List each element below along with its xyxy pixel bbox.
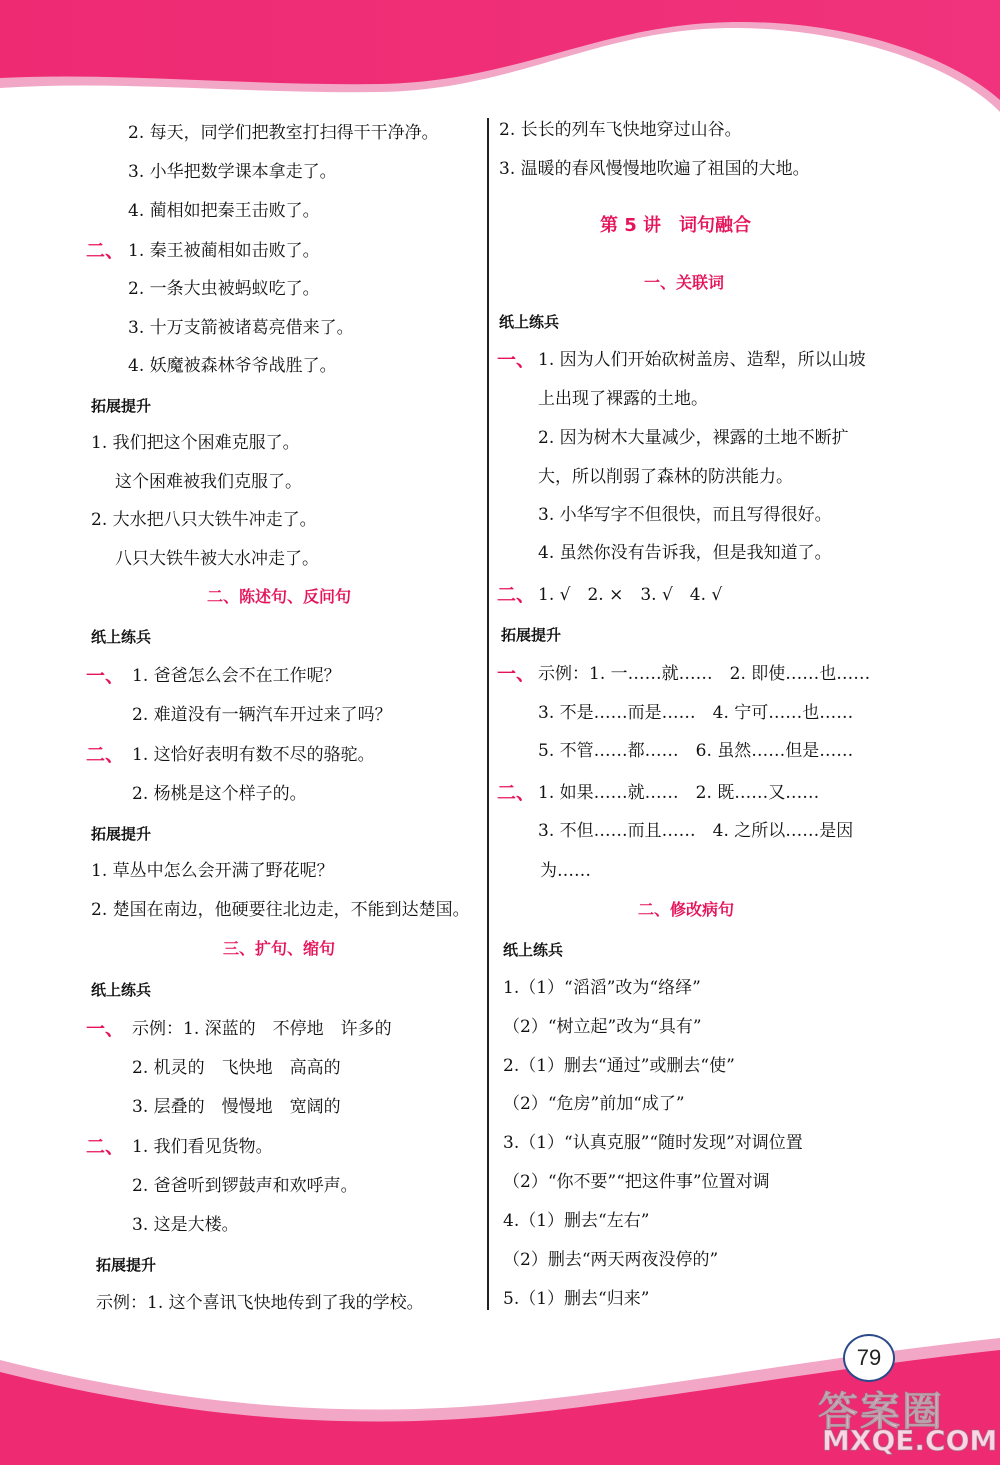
answer-line: 1. √ 2. × 3. √ 4. √: [538, 585, 723, 605]
answer-line: 1.（1）“滔滔”改为“络绎”: [503, 978, 701, 998]
answer-line: 2. 一条大虫被蚂蚁吃了。: [128, 279, 320, 299]
answer-line: （2）删去“两天两夜没停的”: [503, 1250, 719, 1270]
answer-line: 4. 蔺相如把秦王击败了。: [128, 201, 320, 221]
answer-line: 3. 不但……而且…… 4. 之所以……是因: [538, 821, 854, 841]
answer-line: 2.（1）删去“通过”或删去“使”: [503, 1056, 735, 1076]
top-decorative-band: [0, 0, 1000, 130]
watermark-url: MXQE.COM: [822, 1424, 998, 1457]
answer-line: 2. 大水把八只大铁牛冲走了。: [91, 510, 317, 530]
section-heading: 二、修改病句: [638, 900, 735, 919]
answer-line: 4. 妖魔被森林爷爷战胜了。: [128, 356, 337, 376]
answer-line: 1. 这恰好表明有数不尽的骆驼。: [132, 745, 375, 765]
section-marker: 二、: [86, 744, 125, 766]
section-heading: 三、扩句、缩句: [223, 939, 336, 958]
answer-line: 1. 爸爸怎么会不在工作呢？: [132, 666, 341, 686]
answer-line: 2. 因为树木大量减少，裸露的土地不断扩: [538, 428, 849, 448]
answer-line: 3. 小华把数学课本拿走了。: [128, 162, 337, 182]
column-divider: [487, 118, 489, 1310]
section-marker: 一、: [86, 665, 125, 687]
section-heading: 二、陈述句、反问句: [207, 587, 352, 606]
answer-line: 3. 不是……而是…… 4. 宁可……也……: [538, 703, 854, 723]
answer-line: （2）“树立起”改为“具有”: [503, 1017, 702, 1037]
subsection-label: 纸上练兵: [91, 981, 152, 999]
answer-line: 3. 这是大楼。: [132, 1215, 239, 1235]
subsection-label: 纸上练兵: [91, 628, 152, 646]
section-marker: 二、: [86, 240, 125, 262]
section-marker: 二、: [497, 782, 536, 804]
answer-line: （2）“危房”前加“成了”: [503, 1094, 685, 1114]
answer-line: 2. 难道没有一辆汽车开过来了吗？: [132, 705, 392, 725]
answer-line: 3.（1）“认真克服”“随时发现”对调位置: [503, 1133, 803, 1153]
answer-line: 1. 我们把这个困难克服了。: [91, 433, 300, 453]
answer-line: 示例：1. 深蓝的 不停地 许多的: [132, 1019, 392, 1039]
subsection-label: 纸上练兵: [503, 941, 564, 959]
answer-line: 2. 每天，同学们把教室打扫得干干净净。: [128, 123, 439, 143]
answer-line: 这个困难被我们克服了。: [115, 472, 302, 492]
answer-line: 为……: [540, 861, 591, 881]
watermark-logo: 答案圈: [818, 1389, 944, 1435]
answer-line: 1. 秦王被蔺相如击败了。: [128, 241, 320, 261]
answer-line: 1. 草丛中怎么会开满了野花呢？: [91, 861, 334, 881]
page-number: 79: [843, 1334, 895, 1382]
section-marker: 二、: [497, 584, 536, 606]
section-marker: 一、: [86, 1018, 125, 1040]
subsection-label: 拓展提升: [501, 626, 562, 644]
answer-line: 3. 十万支箭被诸葛亮借来了。: [128, 318, 354, 338]
answer-line: 示例：1. 这个喜讯飞快地传到了我的学校。: [96, 1293, 424, 1313]
answer-line: 4.（1）删去“左右”: [503, 1211, 650, 1231]
answer-line: 1. 我们看见货物。: [132, 1137, 273, 1157]
section-marker: 一、: [497, 349, 536, 371]
answer-line: 1. 因为人们开始砍树盖房、造犁，所以山坡: [538, 350, 866, 370]
answer-line: 4. 虽然你没有告诉我，但是我知道了。: [538, 543, 832, 563]
answer-line: 2. 机灵的 飞快地 高高的: [132, 1058, 341, 1078]
answer-line: 八只大铁牛被大水冲走了。: [115, 549, 319, 569]
answer-line: 示例：1. 一……就…… 2. 即使……也……: [538, 664, 871, 684]
subsection-label: 拓展提升: [91, 825, 152, 843]
lesson-heading: 第 5 讲 词句融合: [600, 215, 752, 236]
subsection-label: 纸上练兵: [499, 313, 560, 331]
answer-line: 2. 杨桃是这个样子的。: [132, 784, 307, 804]
answer-line: 5. 不管……都…… 6. 虽然……但是……: [538, 741, 854, 761]
answer-line: 2. 长长的列车飞快地穿过山谷。: [499, 120, 742, 140]
answer-line: （2）“你不要”“把这件事”位置对调: [503, 1172, 770, 1192]
section-marker: 二、: [86, 1136, 125, 1158]
answer-line: 大，所以削弱了森林的防洪能力。: [538, 467, 793, 487]
answer-line: 1. 如果……就…… 2. 既……又……: [538, 783, 820, 803]
answer-line: 3. 层叠的 慢慢地 宽阔的: [132, 1097, 341, 1117]
answer-line: 5.（1）删去“归来”: [503, 1289, 650, 1309]
answer-line: 2. 爸爸听到锣鼓声和欢呼声。: [132, 1176, 358, 1196]
answer-line: 3. 温暖的春风慢慢地吹遍了祖国的大地。: [499, 159, 810, 179]
answer-line: 上出现了裸露的土地。: [538, 389, 708, 409]
answer-line: 2. 楚国在南边，他硬要往北边走，不能到达楚国。: [91, 900, 470, 920]
answer-line: 3. 小华写字不但很快，而且写得很好。: [538, 505, 832, 525]
subsection-label: 拓展提升: [91, 397, 152, 415]
section-heading: 一、关联词: [644, 273, 725, 292]
subsection-label: 拓展提升: [96, 1256, 157, 1274]
section-marker: 一、: [497, 663, 536, 685]
